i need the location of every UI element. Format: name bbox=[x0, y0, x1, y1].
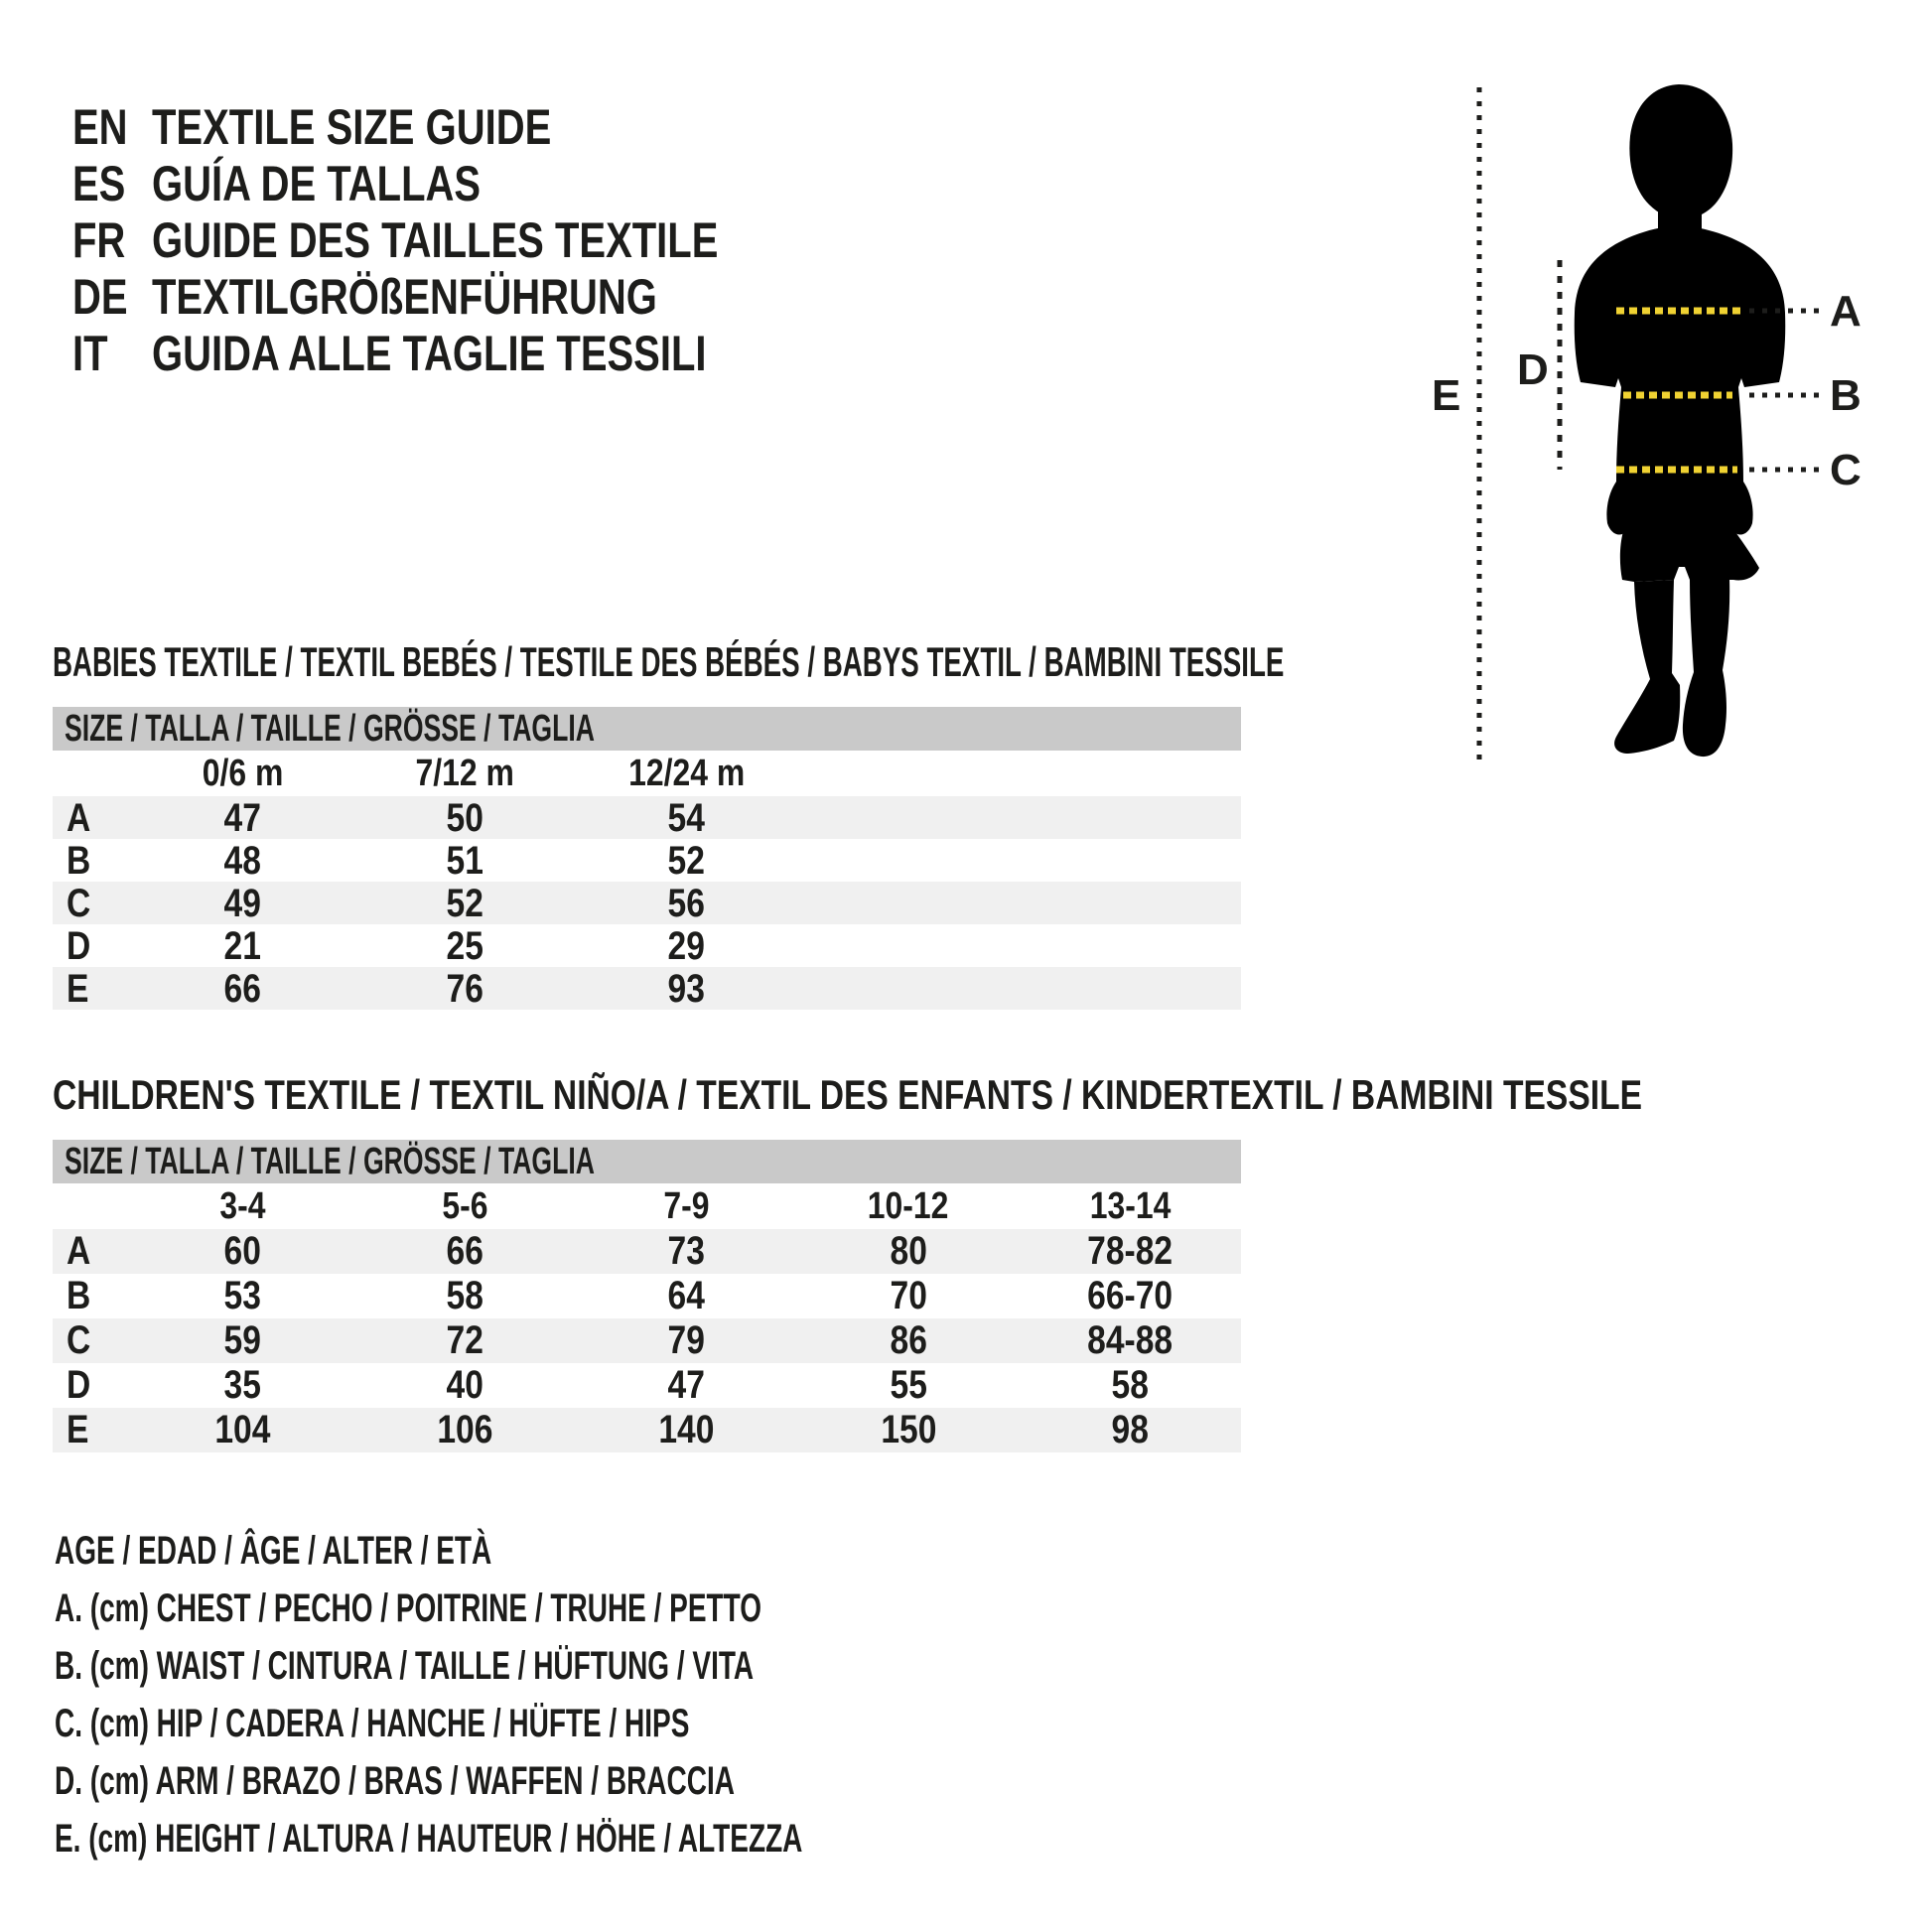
silhouette-right-leg bbox=[1683, 579, 1729, 757]
table-cell: 58 bbox=[1111, 1363, 1149, 1407]
table-cell: 40 bbox=[446, 1363, 483, 1407]
silhouette-shorts bbox=[1620, 526, 1759, 582]
children-size-header-bar: SIZE / TALLA / TAILLE / GRÖSSE / TAGLIA bbox=[53, 1140, 1241, 1183]
table-row bbox=[53, 1229, 1241, 1274]
table-cell: 93 bbox=[667, 967, 706, 1011]
table-cell: 73 bbox=[667, 1229, 706, 1273]
table-cell: 52 bbox=[446, 882, 483, 925]
legend-item: AGE / EDAD / ÂGE / ALTER / ETÀ bbox=[55, 1529, 492, 1573]
row-label: D bbox=[67, 1363, 91, 1407]
figure-label-e: E bbox=[1432, 371, 1461, 420]
table-cell: 66 bbox=[446, 1229, 483, 1273]
table-cell: 21 bbox=[223, 924, 262, 968]
children-column-header-row bbox=[53, 1183, 1241, 1229]
babies-table-title: BABIES TEXTILE / TEXTIL BEBÉS / TESTILE DES BÉBÉS / BABYS TEXTIL / BAMBINI TESSILE bbox=[53, 638, 1285, 685]
silhouette-torso bbox=[1575, 225, 1786, 546]
children-table-title: CHILDREN'S TEXTILE / TEXTIL NIÑO/A / TEXTIL DES ENFANTS / KINDERTEXTIL / BAMBINI TESSILE bbox=[53, 1071, 1643, 1118]
row-label: E bbox=[67, 1408, 89, 1451]
legend-item: A. (cm) CHEST / PECHO / POITRINE / TRUHE / PETTO bbox=[55, 1587, 762, 1630]
child-measurement-figure bbox=[1430, 79, 1932, 774]
column-header: 13-14 bbox=[1089, 1184, 1172, 1227]
language-row bbox=[72, 326, 860, 382]
legend-item: B. (cm) WAIST / CINTURA / TAILLE / HÜFTUNG / VITA bbox=[55, 1644, 755, 1688]
row-label: C bbox=[67, 882, 91, 925]
table-cell: 59 bbox=[223, 1318, 262, 1362]
table-cell: 47 bbox=[223, 796, 262, 840]
figure-label-a: A bbox=[1830, 287, 1862, 336]
babies-column-header-row bbox=[53, 751, 1241, 796]
table-cell: 79 bbox=[667, 1318, 706, 1362]
table-cell: 86 bbox=[890, 1318, 927, 1362]
figure-label-c: C bbox=[1830, 446, 1862, 494]
table-cell: 25 bbox=[446, 924, 483, 968]
table-cell: 64 bbox=[667, 1274, 706, 1317]
row-label: D bbox=[67, 924, 91, 968]
table-cell: 52 bbox=[667, 839, 706, 883]
table-cell: 29 bbox=[667, 924, 706, 968]
guide-title: GUÍA DE TALLAS bbox=[152, 156, 482, 211]
row-label: B bbox=[67, 1274, 91, 1317]
table-cell: 49 bbox=[223, 882, 262, 925]
table-row bbox=[53, 1318, 1241, 1363]
table-cell: 51 bbox=[446, 839, 483, 883]
table-cell: 76 bbox=[446, 967, 483, 1011]
table-cell: 84-88 bbox=[1087, 1318, 1173, 1362]
babies-size-table bbox=[53, 638, 1285, 1011]
row-label: A bbox=[67, 796, 91, 840]
table-cell: 58 bbox=[446, 1274, 483, 1317]
table-cell: 80 bbox=[890, 1229, 927, 1273]
table-cell: 56 bbox=[667, 882, 706, 925]
column-header: 3-4 bbox=[219, 1184, 266, 1227]
table-cell: 150 bbox=[880, 1408, 936, 1451]
table-cell: 53 bbox=[223, 1274, 262, 1317]
guide-title: TEXTILE SIZE GUIDE bbox=[152, 99, 552, 155]
babies-size-header-bar: SIZE / TALLA / TAILLE / GRÖSSE / TAGLIA bbox=[53, 707, 1241, 751]
table-cell: 60 bbox=[223, 1229, 262, 1273]
column-header: 10-12 bbox=[868, 1184, 949, 1227]
children-size-table bbox=[53, 1071, 1643, 1452]
table-cell: 104 bbox=[214, 1408, 271, 1451]
language-row bbox=[72, 99, 860, 156]
table-cell: 55 bbox=[890, 1363, 927, 1407]
language-code: DE bbox=[72, 269, 128, 325]
legend-item: C. (cm) HIP / CADERA / HANCHE / HÜFTE / HIPS bbox=[55, 1702, 690, 1745]
table-cell: 50 bbox=[446, 796, 483, 840]
child-silhouette bbox=[1575, 84, 1786, 757]
figure-label-b: B bbox=[1830, 371, 1862, 420]
language-row bbox=[72, 269, 860, 326]
table-cell: 98 bbox=[1111, 1408, 1149, 1451]
table-row bbox=[53, 839, 1241, 882]
table-cell: 72 bbox=[446, 1318, 483, 1362]
table-cell: 66-70 bbox=[1087, 1274, 1173, 1317]
table-cell: 47 bbox=[667, 1363, 706, 1407]
language-code: EN bbox=[72, 99, 128, 155]
table-cell: 48 bbox=[223, 839, 262, 883]
table-row bbox=[53, 882, 1241, 924]
table-row bbox=[53, 1274, 1241, 1318]
table-cell: 66 bbox=[223, 967, 262, 1011]
legend-item: D. (cm) ARM / BRAZO / BRAS / WAFFEN / BRACCIA bbox=[55, 1759, 735, 1803]
guide-title: TEXTILGRÖßENFÜHRUNG bbox=[152, 269, 657, 325]
column-header: 7-9 bbox=[663, 1184, 710, 1227]
table-cell: 35 bbox=[223, 1363, 262, 1407]
language-code: FR bbox=[72, 212, 126, 268]
column-header: 0/6 m bbox=[202, 752, 284, 794]
row-label: B bbox=[67, 839, 91, 883]
column-header: 12/24 m bbox=[627, 752, 746, 794]
table-row bbox=[53, 796, 1241, 839]
table-cell: 106 bbox=[437, 1408, 493, 1451]
language-code: ES bbox=[72, 156, 126, 211]
measurement-legend bbox=[55, 1522, 1123, 1867]
table-cell: 70 bbox=[890, 1274, 927, 1317]
figure-label-d: D bbox=[1517, 345, 1549, 394]
table-row bbox=[53, 967, 1241, 1010]
language-row bbox=[72, 156, 860, 212]
row-label: A bbox=[67, 1229, 91, 1273]
language-title-block bbox=[72, 99, 860, 382]
column-header: 5-6 bbox=[442, 1184, 488, 1227]
row-label: C bbox=[67, 1318, 91, 1362]
guide-title: GUIDE DES TAILLES TEXTILE bbox=[152, 212, 719, 268]
table-cell: 54 bbox=[667, 796, 706, 840]
table-cell: 78-82 bbox=[1087, 1229, 1173, 1273]
guide-title: GUIDA ALLE TAGLIE TESSILI bbox=[152, 326, 707, 381]
legend-item: E. (cm) HEIGHT / ALTURA / HAUTEUR / HÖHE / ALTEZZA bbox=[55, 1817, 803, 1861]
table-row bbox=[53, 1363, 1241, 1408]
table-cell: 140 bbox=[658, 1408, 715, 1451]
table-row bbox=[53, 1408, 1241, 1452]
silhouette-head bbox=[1629, 84, 1732, 219]
column-header: 7/12 m bbox=[415, 752, 514, 794]
row-label: E bbox=[67, 967, 89, 1011]
language-code: IT bbox=[72, 326, 108, 381]
silhouette-left-leg bbox=[1614, 580, 1680, 754]
table-row bbox=[53, 924, 1241, 967]
language-row bbox=[72, 212, 860, 269]
